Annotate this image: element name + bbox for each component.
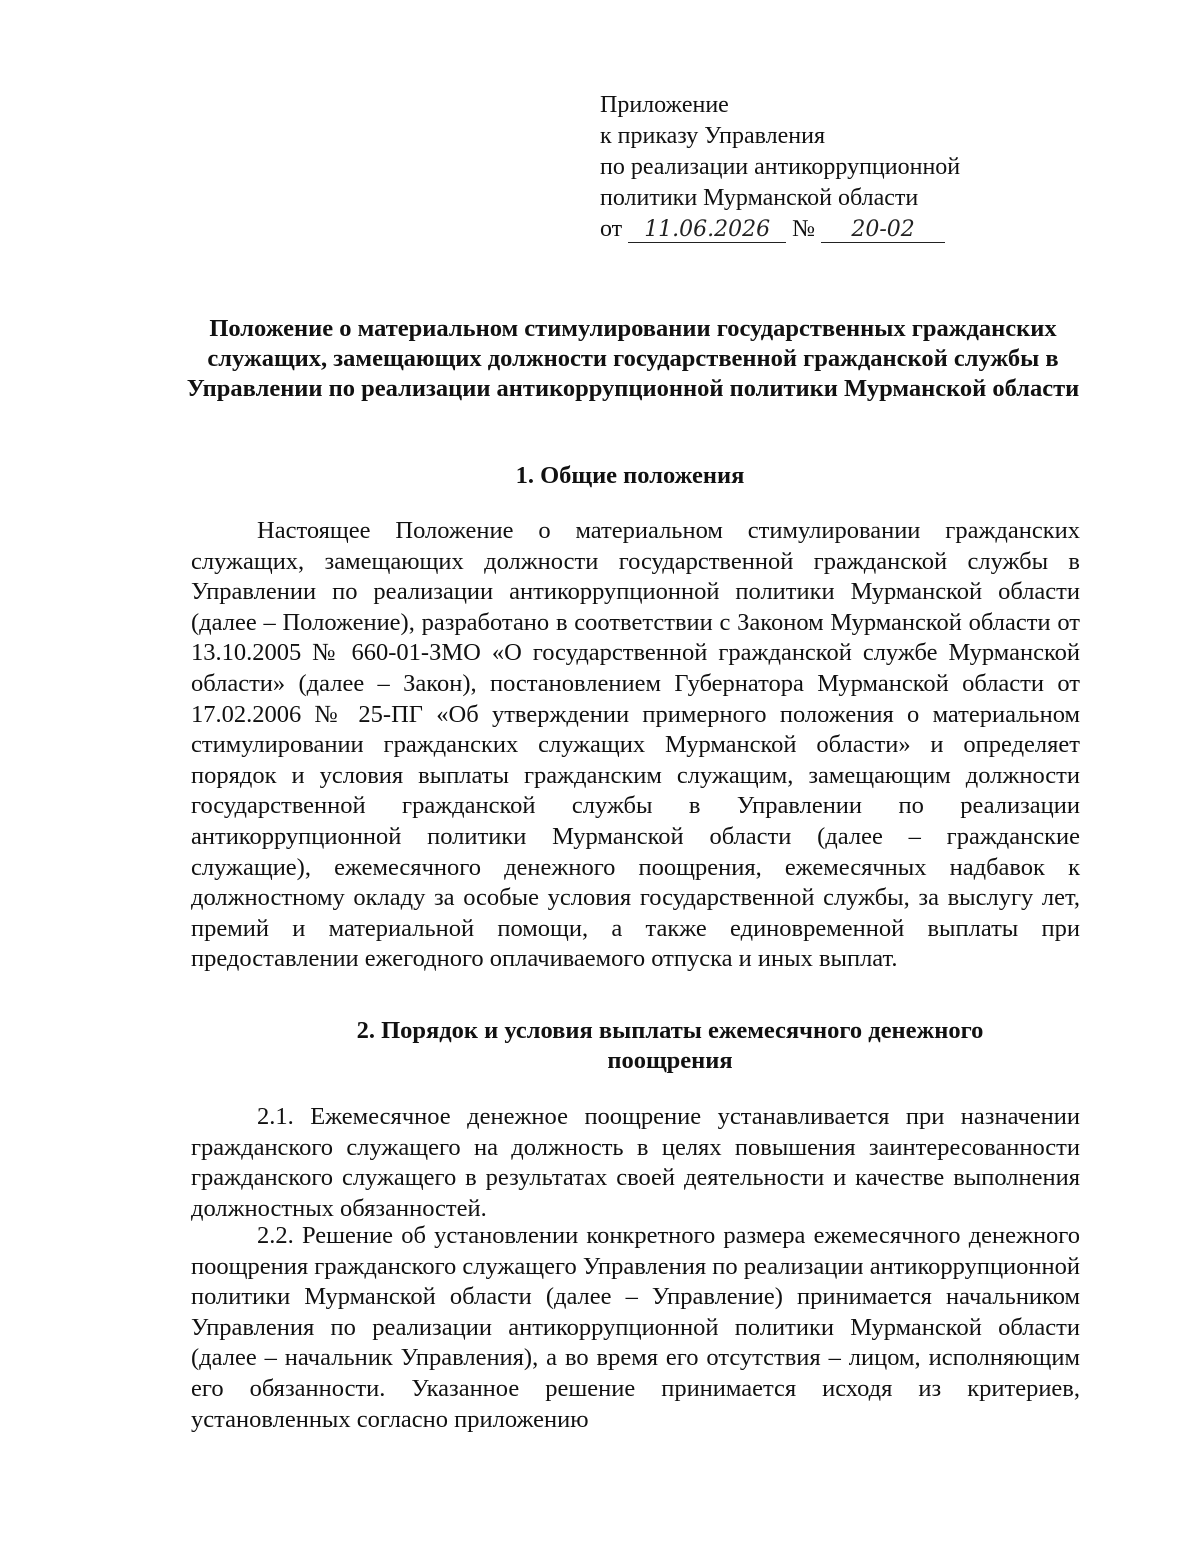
section-2-paragraph-2: 2.2. Решение об установлении конкретного размера ежемесячного денежного поощрения гражданского служащего Управления по реализации антикоррупционной политики Мурманской области (далее – Управление) принимается начальником Управления по реализации антикоррупционной политики Мурманской области (далее – начальник Управления), а во время его отсутствия – лицом, исполняющим его обязанности. Указанное решение принимается исходя из критериев, установленных согласно приложению xyxy=(191,1222,1080,1433)
section-1-paragraph-1: Настоящее Положение о материальном стимулировании гражданских служащих, замещающих должности государственной гражданской службы в Управлении по реализации антикоррупционной политики Мурманской области (далее – Положение), разработано в соответствии с Законом Мурманской области от 13.10.2005 № 660-01-ЗМО «О государственной гражданской службе Мурманской области» (далее – Закон), постановлением Губернатора Мурманской области от 17.02.2006 № 25-ПГ «Об утверждении примерного положения о материальном стимулировании гражданских служащих Мурманской области» и определяет порядок и условия выплаты гражданским служащим, замещающим должности государственной гражданской службы в Управлении по реализации антикоррупционной политики Мурманской области (далее – гражданские служащие), ежемесячного денежного поощрения, ежемесячных надбавок к должностному окладу за особые условия государственной службы, за выслугу лет, премий и материальной помощи, а также единовременной выплаты при предоставлении ежегодного оплачиваемого отпуска и иных выплат. xyxy=(191,517,1080,973)
appendix-line-1: Приложение xyxy=(600,92,729,118)
number-label: № xyxy=(792,216,816,242)
from-label: от xyxy=(600,216,623,242)
handwritten-date: 11.06.2026 xyxy=(628,218,786,243)
section-2-heading: 2. Порядок и условия выплаты ежемесячного денежного поощрения xyxy=(356,1017,984,1074)
appendix-line-2: к приказу Управления xyxy=(600,123,826,149)
document-title: Положение о материальном стимулировании государственных гражданских служащих, замещающих должности государственной гражданской службы в Управлении по реализации антикоррупционной политики Мурманской области xyxy=(186,315,1080,402)
appendix-block xyxy=(600,90,960,245)
section-2-paragraph-1: 2.1. Ежемесячное денежное поощрение устанавливается при назначении гражданского служащего на должность в целях повышения заинтересованности гражданского служащего в результатах своей деятельности и качестве выполнения должностных обязанностей. xyxy=(191,1103,1080,1222)
handwritten-number: 20-02 xyxy=(821,218,945,243)
appendix-date-line xyxy=(600,214,960,245)
appendix-line-3: по реализации антикоррупционной xyxy=(600,154,961,180)
appendix-line-4: политики Мурманской области xyxy=(600,185,919,211)
section-1-heading: 1. Общие положения xyxy=(515,462,745,489)
